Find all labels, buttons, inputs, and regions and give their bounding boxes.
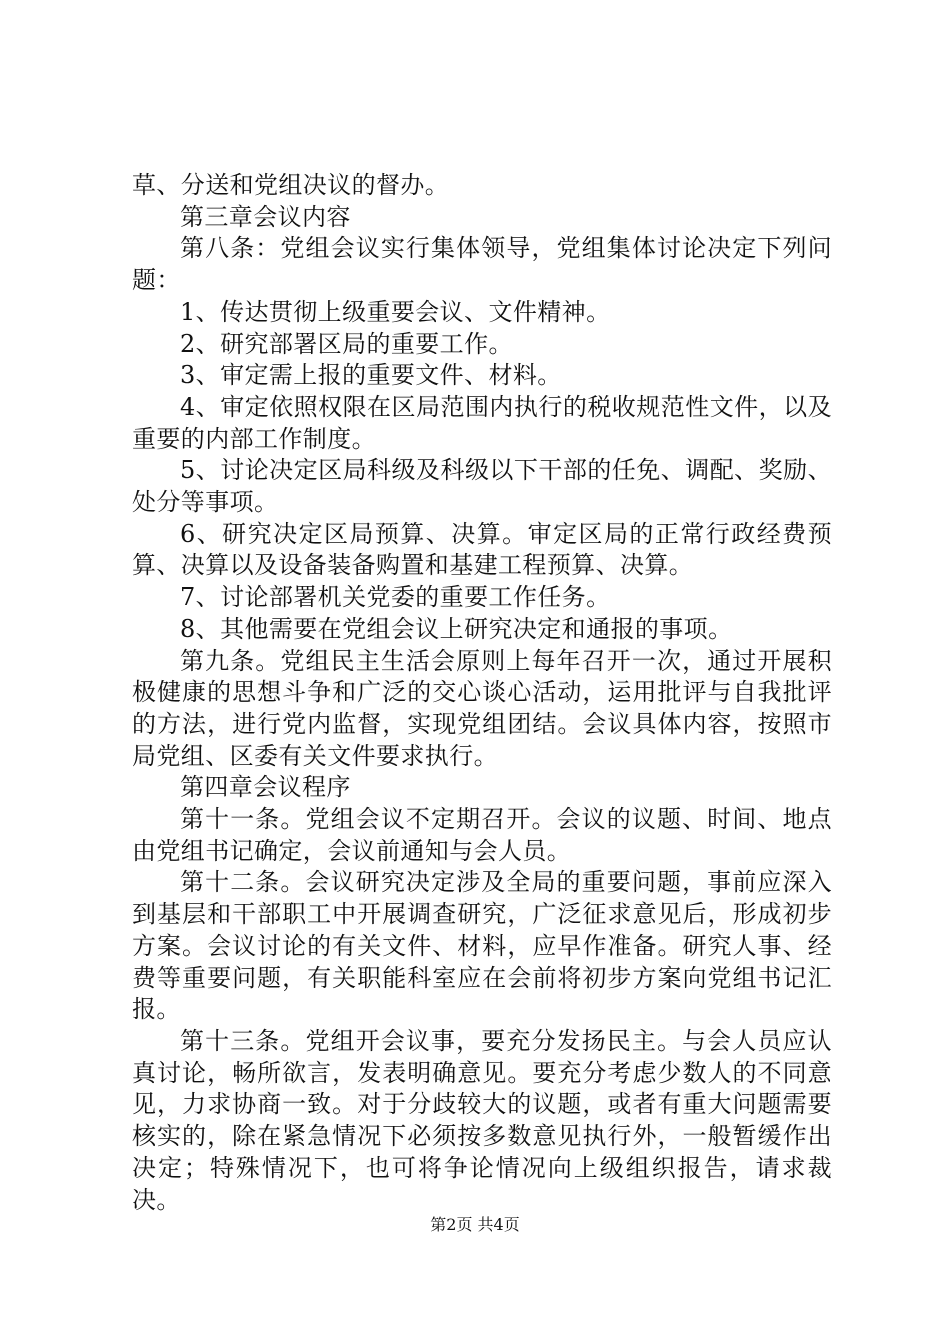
article-paragraph: 第九条。党组民主生活会原则上每年召开一次，通过开展积极健康的思想斗争和广泛的交心谈心活动，运用批评与自我批评的方法，进行党内监督，实现党组团结。会议具体内容，按照市局党组、区委有关文件要求执行。 [132,646,832,770]
document-body [132,170,832,1216]
page-footer: 第2页 共4页 [430,1215,520,1234]
list-item: 1、传达贯彻上级重要会议、文件精神。 [180,297,611,326]
list-item: 3、审定需上报的重要文件、材料。 [180,361,562,390]
chapter-heading: 第四章会议程序 [180,773,351,802]
article-paragraph: 第十二条。会议研究决定涉及全局的重要问题，事前应深入到基层和干部职工中开展调查研究，广泛征求意见后，形成初步方案。会议讨论的有关文件、材料，应早作准备。研究人事、经费等重要问题，有关职能科室应在会前将初步方案向党组书记汇报。 [132,868,832,1024]
list-item: 4、审定依照权限在区局范围内执行的税收规范性文件，以及重要的内部工作制度。 [132,392,832,453]
article-paragraph: 第十三条。党组开会议事，要充分发扬民主。与会人员应认真讨论，畅所欲言，发表明确意见。要充分考虑少数人的不同意见，力求协商一致。对于分歧较大的议题，或者有重大问题需要核实的，除在紧急情况下必须按多数意见执行外，一般暂缓作出决定；特殊情况下，也可将争论情况向上级组织报告，请求裁决。 [132,1026,832,1214]
paragraph: 草、分送和党组决议的督办。 [132,171,450,199]
article-paragraph: 第八条：党组会议实行集体领导，党组集体讨论决定下列问题： [132,234,832,295]
list-item: 2、研究部署区局的重要工作。 [180,329,513,358]
list-item: 7、讨论部署机关党委的重要工作任务。 [180,583,611,612]
list-item: 6、研究决定区局预算、决算。审定区局的正常行政经费预算、决算以及设备装备购置和基建工程预算、决算。 [132,519,832,580]
article-paragraph: 第十一条。党组会议不定期召开。会议的议题、时间、地点由党组书记确定，会议前通知与会人员。 [132,805,832,865]
list-item: 5、讨论决定区局科级及科级以下干部的任免、调配、奖励、处分等事项。 [132,456,832,517]
list-item: 8、其他需要在党组会议上研究决定和通报的事项。 [180,614,733,643]
chapter-heading: 第三章会议内容 [180,202,351,231]
